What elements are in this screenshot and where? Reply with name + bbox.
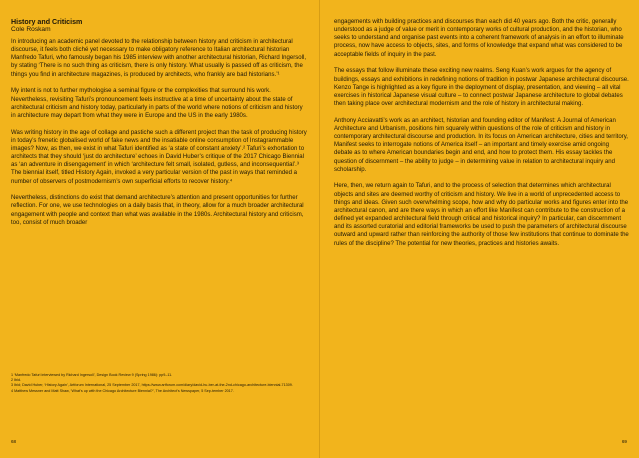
body-paragraph: Nevertheless, distinctions do exist that demand architecture’s attention and present opportunities for further reflection. For one, we use technologies on a daily basis that, in theory, allow for a much broader architectural engagement with people and context than what was available in the 1980s. Architectural history and criticism, too, consist of much broader — [11, 195, 304, 226]
body-paragraph: In introducing an academic panel devoted to the relationship between history and criticism in architectural discourse, it feels both cliché yet necessary to make obligatory reference to Italian architectural historian Manfredo Tafuri, who famously began his 1985 interview with another architectural historian, Richard Ingersoll, by stating ‘There is no such thing as criticism, there is only history. What usually is passed off as criticism, the things you find in architecture magazines, is produced by architects, who frankly are bad historians.’¹ — [11, 39, 306, 78]
body-paragraph: My intent is not to further mythologise a seminal figure or the complexities that surround his work. Nevertheless, revisiting Tafuri’s pronouncement feels instructive at a time of uncertainty about the state of architectural criticism and history today, particularly in parts of the world where notions of criticism and history in architecture may depart from what they were in Europe and the US in the early 1980s. — [11, 88, 303, 119]
article-author: Cole Roskam — [11, 26, 51, 33]
body-paragraph: Anthony Acciavatti’s work as an architect, historian and founding editor of Manifest: A Journal of American Architecture and Urbanism, positions him squarely within questions of the role of criticism and history in contemporary architectural discourse and production. In its focus on American architecture, cities and territory, Manifest seeks to interrogate notions of America itself – an important and timely exercise amid ongoing debate as to where American boundaries begin and end, and how to protect them. His essay tackles the question of discernment – the ability to judge – in determining value in relation to architectural inquiry and scholarship. — [334, 117, 628, 173]
footnotes — [11, 373, 309, 394]
body-paragraph: Here, then, we return again to Tafuri, and to the process of selection that determines which architectural objects and sites are deemed worthy of criticism and history. We live in a world of unprecedented access to things and ideas. Given such overwhelming scope, how and why do particular works and figures enter into the architectural canon, and are there ways in which an effort like Manifest can contribute to the construction of a defined yet expanded architectural field through critical and historical inquiry? In particular, can discernment and its assorted curatorial and editorial frameworks be used to push the parameters of architectural discourse outward and upward rather than reinforcing the authority of those few institutions that continue to dominate the rules of the discipline? The potential for new theories, practices and histories awaits. — [334, 183, 629, 247]
left-page — [0, 0, 319, 458]
footnote: 1 ‘Manfredo Tafuri interviewed by Richard Ingersoll’, Design Book Review 9 (Spring 1986): pp9–11. — [11, 373, 173, 377]
body-paragraph: engagements with building practices and discourses than each did 40 years ago. Both the critic, generally understood as a judge of value or merit in contemporary works of cultural production, and the historian, who seeks to understand and organise past events into a coherent framework of analysis in an effort to illuminate process, now have access to objects, sites, and forms of knowledge that expand what was considered to be acceptable fields of inquiry in the past. — [334, 19, 624, 58]
footnote: 2 Ibid. — [11, 378, 22, 383]
footnote: 3 Ibid; David Huber, ‘History Again’, Artforum International, 25 September 2017, https://www.artforum.com/diary/david-hu-ber-at-the-2nd-chicago-architecture-biennial-71309. — [11, 383, 293, 388]
right-page — [320, 0, 639, 458]
page-number: 68 — [11, 439, 17, 444]
page-number: 69 — [621, 439, 627, 444]
body-paragraph: Was writing history in the age of collage and pastiche such a different project than the task of producing history in today’s frenetic globalised world of fake news and the insatiable online consumption of Instagrammable images? Now, as then, we exist in what Tafuri identified as ‘a state of constant anxiety’.² Tafuri’s exhortation to architects that they should ‘just do architecture’ echoes in David Huber’s critique of the 2017 Chicago Biennial as ‘an adventure in disengagement’ in which ‘architecture felt small, isolated, gutless, and inconsequential’.³ The biennial itself, titled History Again, invoked a very particular version of the past in ways that reminded a number of observers of postmodernism’s own superficial efforts to recover history.⁴ — [11, 129, 307, 185]
article-title: History and Criticism — [11, 18, 83, 26]
body-paragraph: The essays that follow illuminate these exciting new realms. Seng Kuan’s work argues for the agency of buildings, essays and exhibitions in redefining notions of tradition in postwar Japanese architectural discourse. Kenzo Tange is highlighted as a key figure in the deployment of display, presentation, and viewing – all vital exercises in historical Japanese visual culture – to connect postwar Japanese architecture to global debates then taking place over architectural modernism and the role of history in architectural making. — [334, 68, 629, 107]
footnote: 4 Matthew Messner and Matt Shaw, ‘What’s up with the Chicago Architecture Biennial?’, The Architect’s Newspaper, 5 Sep-tember 2017. — [11, 388, 234, 393]
